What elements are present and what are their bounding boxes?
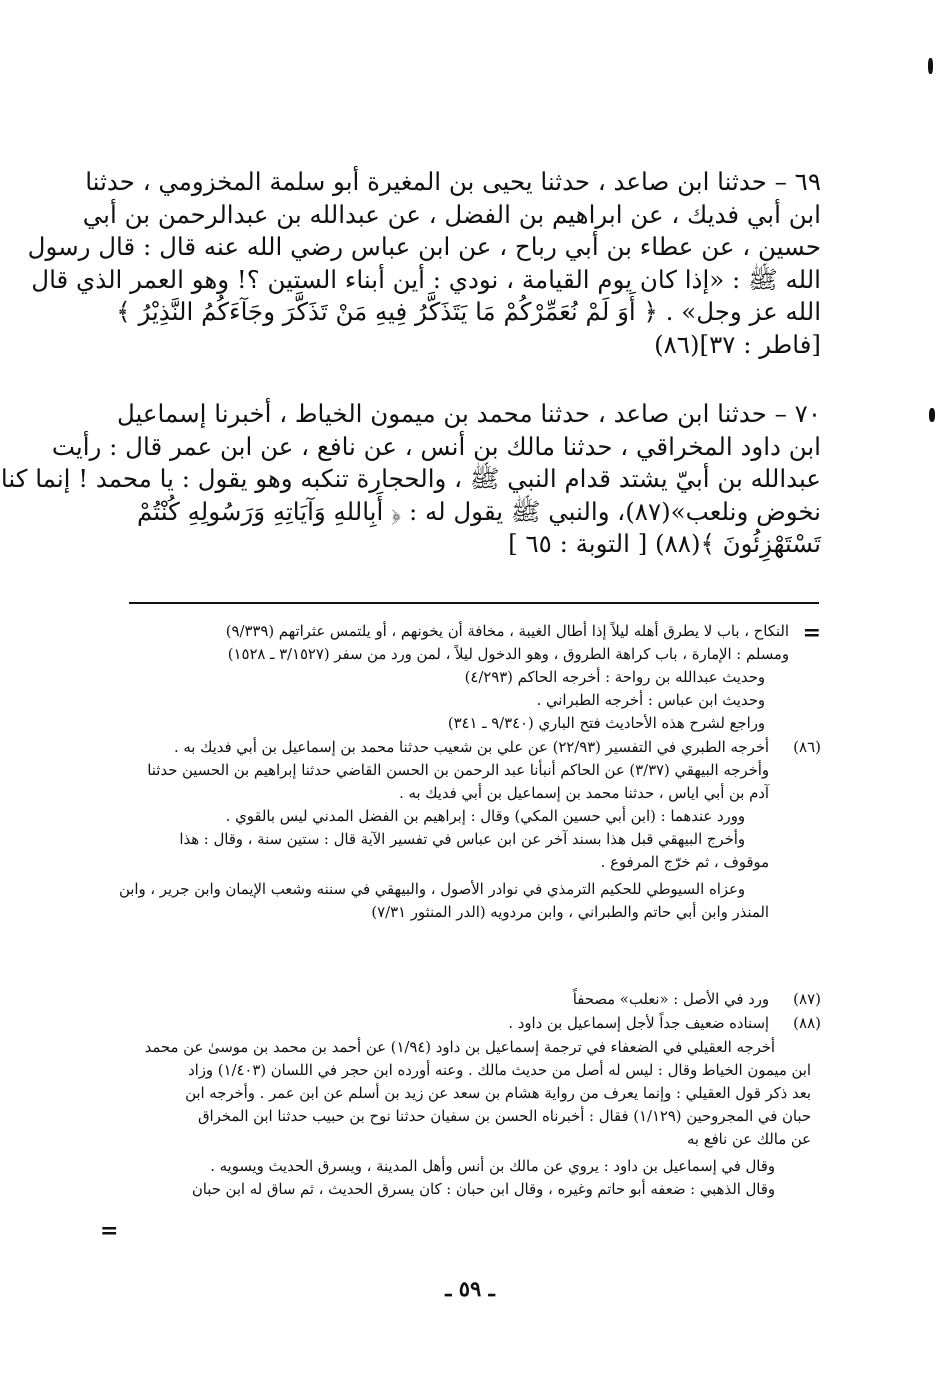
footnote-line: وأخرج البيهقي قبل هذا بسند آخر عن ابن عباس في تفسير الآية قال : ستين سنة ، وقال : هذا xyxy=(179,831,745,848)
footnote-line: عن مالك عن نافع به xyxy=(686,1131,811,1148)
footnote-line: وراجع لشرح هذه الأحاديث فتح الباري (٩/٣٤٠ ـ ٣٤١) xyxy=(447,715,765,732)
footnote-number: (٨٨) xyxy=(793,1014,821,1032)
hadith-69-line: ٦٩ – حدثنا ابن صاعد ، حدثنا يحيى بن المغيرة أبو سلمة المخزومي ، حدثنا xyxy=(85,167,821,196)
hadith-70-line: عبدالله بن أبيّ يشتد قدام النبي ﷺ ، والحجارة تنكبه وهو يقول : يا محمد ! إنما كنا xyxy=(0,464,821,493)
footnote-continuation xyxy=(115,620,789,735)
footnote-87 xyxy=(115,988,769,1011)
page-number: ـ ٥٩ ـ xyxy=(445,1276,495,1301)
footnote-88 xyxy=(115,1012,769,1035)
hadith-69-line: حسين ، عن عطاء بن أبي رباح ، عن ابن عباس رضي الله عنه قال : قال رسول xyxy=(27,232,821,261)
footnote-line: وعزاه السيوطي للحكيم الترمذي في نوادر الأصول ، والبيهقي في سننه وشعب الإيمان وابن جرير ، وابن xyxy=(118,881,745,898)
footnote-line: وحديث عبدالله بن رواحة : أخرجه الحاكم (٤/٢٩٣) xyxy=(464,669,765,686)
hadith-69-line: [فاطر : ٣٧](٨٦) xyxy=(654,329,821,359)
hadith-69-line: الله ﷺ : «إذا كان يوم القيامة ، نودي : أين أبناء الستين ؟! وهو العمر الذي قال xyxy=(31,264,821,294)
footnote-line: المنذر وابن أبي حاتم والطبراني ، وابن مردويه (الدر المنثور ٧/٣١) xyxy=(371,904,769,921)
footnote-line: ابن ميمون الخياط وقال : ليس له أصل من حديث مالك . وعنه أورده ابن حجر في اللسان (١/٤٠٣) وزاد xyxy=(188,1062,811,1079)
footnote-line: أخرجه العقيلي في الضعفاء في ترجمة إسماعيل بن داود (١/٩٤) عن أحمد بن محمد بن موسىٰ عن محمد xyxy=(144,1039,775,1056)
footnote-88-body xyxy=(111,1036,811,1201)
footnote-line: النكاح ، باب لا يطرق أهله ليلاً إذا أطال الغيبة ، مخافة أن يخونهم ، أو يلتمس عثراتهم (٩/٣٣٩) xyxy=(225,623,789,640)
scan-speck xyxy=(929,408,935,422)
hadith-69-line: ابن أبي فديك ، عن ابراهيم بن الفضل ، عن عبدالله بن عبدالرحمن بن أبي xyxy=(82,199,821,229)
hadith-70 xyxy=(0,398,821,561)
footnote-number: (٨٦) xyxy=(793,738,821,756)
footnote-line: أخرجه الطبري في التفسير (٢٢/٩٣) عن علي بن شعيب حدثنا محمد بن إسماعيل بن أبي فديك به . xyxy=(173,739,769,756)
footnote-line: بعد ذكر قول العقيلي : وإنما يعرف من رواية هشام بن سعد عن زيد بن أسلم عن ابن عمر . وأخرجه ابن xyxy=(185,1085,811,1102)
hadith-70-line: تَسْتَهْزِئُونَ ﴾(٨٨) [ التوبة : ٦٥ ] xyxy=(508,529,821,558)
footnote-line: ومسلم : الإمارة ، باب كراهة الطروق ، وهو الدخول ليلاً ، لمن ورد من سفر (٣/١٥٢٧ ـ ١٥٢٨) xyxy=(227,646,789,663)
footnote-line: موقوف ، ثم خرّج المرفوع . xyxy=(600,854,769,871)
continuation-mark: = xyxy=(802,620,821,646)
hadith-69-line: الله عز وجل» . ﴿ أَوَ لَمْ نُعَمِّرْكُمْ مَا يَتَذَكَّرُ فِيهِ مَنْ تَذَكَّرَ وجَآءَكُمُ النَّذِيْرُ ﴾ xyxy=(116,297,821,326)
scan-speck xyxy=(928,58,933,74)
hadith-70-line: ابن داود المخراقي ، حدثنا مالك بن أنس ، عن نافع ، عن ابن عمر قال : رأيت xyxy=(51,431,821,461)
continuation-mark: = xyxy=(100,1218,119,1244)
footnote-separator xyxy=(129,602,819,604)
hadith-70-line: نخوض ونلعب»(٨٧)، والنبي ﷺ يقول له : ﴿ أَبِاللهِ وَآيَاتِهِ وَرَسُولِهِ كُنْتُمْ xyxy=(137,496,821,526)
hadith-69 xyxy=(27,166,821,361)
footnote-line: إسناده ضعيف جداً لأجل إسماعيل بن داود . xyxy=(508,1015,769,1032)
footnote-number: (٨٧) xyxy=(793,990,821,1008)
hadith-70-line: ٧٠ – حدثنا ابن صاعد ، حدثنا محمد بن ميمون الخياط ، أخبرنا إسماعيل xyxy=(116,399,821,428)
footnote-line: وحديث ابن عباس : أخرجه الطبراني . xyxy=(536,692,765,709)
footnote-line: وورد عندهما : (ابن أبي حسين المكي) وقال : إبراهيم بن الفضل المدني ليس بالقوي . xyxy=(225,808,745,825)
footnote-line: حبان في المجروحين (١/١٢٩) فقال : أخبرناه الحسن بن سفيان حدثنا نوح بن حبيب حدثنا ابن المخراق xyxy=(197,1108,811,1125)
footnote-line: ورد في الأصل : «نعلب» مصحفاً xyxy=(572,991,769,1008)
footnote-line: وأخرجه البيهقي (٣/٣٧) عن الحاكم أنبأنا عبد الرحمن بن الحسن القاضي حدثنا إبراهيم بن الحسين حدثنا xyxy=(147,762,769,779)
footnote-line: وقال في إسماعيل بن داود : يروي عن مالك بن أنس وأهل المدينة ، ويسرق الحديث ويسويه . xyxy=(210,1158,775,1175)
footnote-line: وقال الذهبي : ضعفه أبو حاتم وغيره ، وقال ابن حبان : كان يسرق الحديث ، ثم ساق له ابن حبان xyxy=(191,1181,775,1198)
footnote-line: آدم بن أبي اياس ، حدثنا محمد بن إسماعيل بن أبي فديك به . xyxy=(399,785,769,802)
footnote-86 xyxy=(115,736,769,924)
